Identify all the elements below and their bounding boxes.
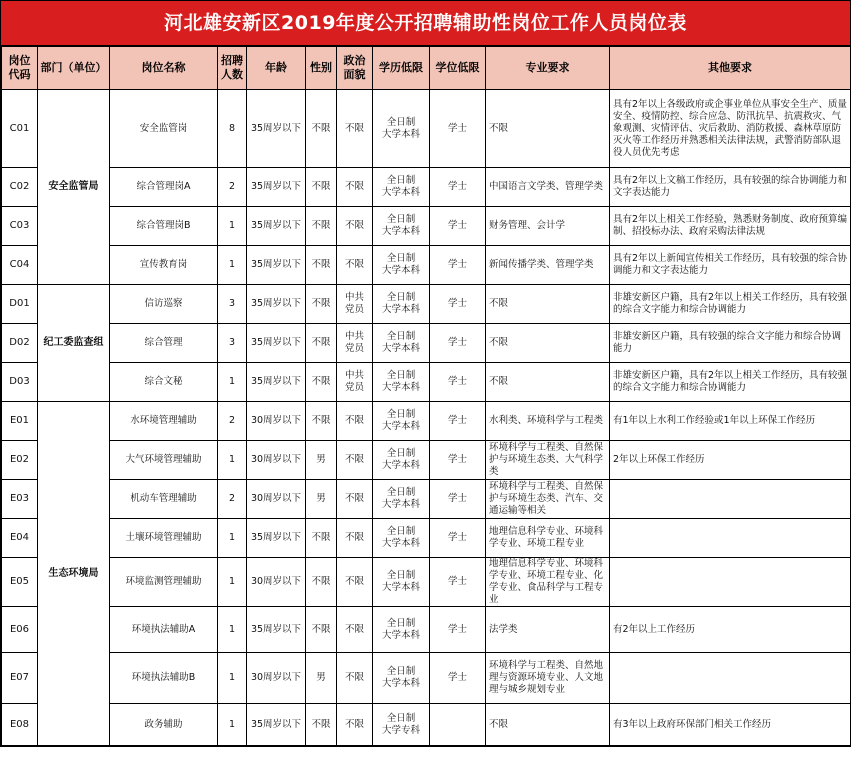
- cell-other: 非雄安新区户籍，具有较强的综合文字能力和综合协调能力: [610, 324, 851, 363]
- cell-count: 2: [218, 168, 247, 207]
- cell-dept: 生态环境局: [38, 402, 110, 746]
- cell-count: 2: [218, 402, 247, 441]
- table-row: [2, 441, 851, 480]
- cell-name: 政务辅助: [110, 704, 218, 746]
- cell-other: 有2年以上工作经历: [610, 607, 851, 653]
- cell-political: 中共 党员: [337, 363, 373, 402]
- cell-gender: 不限: [306, 207, 337, 246]
- cell-gender: 不限: [306, 324, 337, 363]
- cell-name: 综合文秘: [110, 363, 218, 402]
- cell-count: 1: [218, 246, 247, 285]
- cell-code: C01: [2, 90, 38, 168]
- header-major: 专业要求: [486, 47, 610, 90]
- table-row: [2, 90, 851, 168]
- cell-political: 不限: [337, 90, 373, 168]
- header-gender: 性别: [306, 47, 337, 90]
- cell-degree: 学士: [430, 246, 486, 285]
- cell-degree: 学士: [430, 480, 486, 519]
- cell-name: 信访巡察: [110, 285, 218, 324]
- table-row: [2, 653, 851, 704]
- cell-degree: [430, 704, 486, 746]
- cell-political: 不限: [337, 246, 373, 285]
- cell-edu: 全日制 大学本科: [373, 168, 430, 207]
- cell-code: E04: [2, 519, 38, 558]
- table-row: [2, 402, 851, 441]
- cell-gender: 不限: [306, 704, 337, 746]
- cell-code: D02: [2, 324, 38, 363]
- cell-political: 不限: [337, 558, 373, 607]
- cell-name: 环境执法辅助A: [110, 607, 218, 653]
- cell-major: 新闻传播学类、管理学类: [486, 246, 610, 285]
- cell-gender: 男: [306, 480, 337, 519]
- cell-count: 8: [218, 90, 247, 168]
- cell-count: 1: [218, 519, 247, 558]
- cell-other: 具有2年以上相关工作经验，熟悉财务制度、政府预算编制、招投标办法、政府采购法律法规: [610, 207, 851, 246]
- cell-degree: 学士: [430, 607, 486, 653]
- cell-age: 35周岁以下: [247, 246, 306, 285]
- cell-major: 法学类: [486, 607, 610, 653]
- cell-degree: 学士: [430, 653, 486, 704]
- cell-major: 水利类、环境科学与工程类: [486, 402, 610, 441]
- cell-other: 2年以上环保工作经历: [610, 441, 851, 480]
- cell-other: 有1年以上水利工作经验或1年以上环保工作经历: [610, 402, 851, 441]
- cell-age: 30周岁以下: [247, 558, 306, 607]
- cell-count: 3: [218, 285, 247, 324]
- cell-gender: 不限: [306, 402, 337, 441]
- cell-political: 不限: [337, 168, 373, 207]
- header-name: 岗位名称: [110, 47, 218, 90]
- cell-edu: 全日制 大学本科: [373, 363, 430, 402]
- cell-gender: 不限: [306, 168, 337, 207]
- cell-degree: 学士: [430, 90, 486, 168]
- cell-name: 宣传教育岗: [110, 246, 218, 285]
- table-row: [2, 207, 851, 246]
- cell-dept: 纪工委监查组: [38, 285, 110, 402]
- cell-degree: 学士: [430, 324, 486, 363]
- cell-age: 35周岁以下: [247, 607, 306, 653]
- table-row: [2, 363, 851, 402]
- cell-name: 综合管理岗B: [110, 207, 218, 246]
- cell-major: 环境科学与工程类、自然地理与资源环境专业、人文地理与城乡规划专业: [486, 653, 610, 704]
- header-political: 政治面貌: [337, 47, 373, 90]
- cell-count: 2: [218, 480, 247, 519]
- cell-count: 1: [218, 558, 247, 607]
- cell-count: 1: [218, 607, 247, 653]
- cell-code: E08: [2, 704, 38, 746]
- cell-other: 非雄安新区户籍，具有2年以上相关工作经历，具有较强的综合文字能力和综合协调能力: [610, 285, 851, 324]
- table-row: [2, 285, 851, 324]
- cell-gender: 男: [306, 441, 337, 480]
- cell-other: 具有2年以上新闻宣传相关工作经历，具有较强的综合协调能力和文字表达能力: [610, 246, 851, 285]
- header-row: [2, 47, 851, 90]
- cell-count: 1: [218, 704, 247, 746]
- cell-major: 环境科学与工程类、自然保护与环境生态类、汽车、交通运输等相关: [486, 480, 610, 519]
- cell-edu: 全日制 大学本科: [373, 519, 430, 558]
- table-row: [2, 607, 851, 653]
- cell-other: [610, 480, 851, 519]
- cell-political: 中共 党员: [337, 324, 373, 363]
- cell-name: 安全监管岗: [110, 90, 218, 168]
- cell-age: 35周岁以下: [247, 90, 306, 168]
- cell-gender: 不限: [306, 363, 337, 402]
- table-row: [2, 480, 851, 519]
- cell-name: 综合管理: [110, 324, 218, 363]
- cell-edu: 全日制 大学本科: [373, 207, 430, 246]
- cell-edu: 全日制 大学本科: [373, 653, 430, 704]
- cell-major: 不限: [486, 704, 610, 746]
- cell-name: 环境执法辅助B: [110, 653, 218, 704]
- cell-code: D01: [2, 285, 38, 324]
- cell-edu: 全日制 大学本科: [373, 246, 430, 285]
- cell-major: 不限: [486, 90, 610, 168]
- cell-political: 不限: [337, 704, 373, 746]
- cell-major: 中国语言文学类、管理学类: [486, 168, 610, 207]
- cell-name: 环境监测管理辅助: [110, 558, 218, 607]
- table-body: [2, 90, 851, 746]
- header-other: 其他要求: [610, 47, 851, 90]
- header-edu: 学历低限: [373, 47, 430, 90]
- cell-degree: 学士: [430, 363, 486, 402]
- cell-code: C02: [2, 168, 38, 207]
- cell-degree: 学士: [430, 207, 486, 246]
- cell-count: 3: [218, 324, 247, 363]
- cell-name: 综合管理岗A: [110, 168, 218, 207]
- cell-dept: 安全监管局: [38, 90, 110, 285]
- cell-age: 35周岁以下: [247, 519, 306, 558]
- cell-degree: 学士: [430, 441, 486, 480]
- cell-degree: 学士: [430, 519, 486, 558]
- table-row: [2, 704, 851, 746]
- cell-degree: 学士: [430, 285, 486, 324]
- cell-edu: 全日制 大学本科: [373, 90, 430, 168]
- cell-political: 不限: [337, 653, 373, 704]
- cell-count: 1: [218, 441, 247, 480]
- table-row: [2, 246, 851, 285]
- cell-edu: 全日制 大学本科: [373, 558, 430, 607]
- cell-political: 不限: [337, 441, 373, 480]
- cell-count: 1: [218, 363, 247, 402]
- cell-other: [610, 519, 851, 558]
- cell-political: 不限: [337, 207, 373, 246]
- cell-code: E06: [2, 607, 38, 653]
- table-row: [2, 324, 851, 363]
- cell-name: 大气环境管理辅助: [110, 441, 218, 480]
- cell-other: 具有2年以上各级政府或企事业单位从事安全生产、质量安全、疫情防控、综合应急、防汛抗旱、抗震救灾、气象观测、灾情评估、灾后救助、消防救援、森林草原防灭火等工作经历并熟悉相关法律法规，武警消防部队退役人员优先考虑: [610, 90, 851, 168]
- cell-age: 35周岁以下: [247, 324, 306, 363]
- cell-code: E03: [2, 480, 38, 519]
- table-row: [2, 168, 851, 207]
- cell-name: 水环境管理辅助: [110, 402, 218, 441]
- cell-political: 不限: [337, 607, 373, 653]
- cell-degree: 学士: [430, 402, 486, 441]
- cell-gender: 不限: [306, 607, 337, 653]
- cell-gender: 不限: [306, 285, 337, 324]
- header-count: 招聘人数: [218, 47, 247, 90]
- cell-political: 不限: [337, 519, 373, 558]
- header-code: 岗位代码: [2, 47, 38, 90]
- cell-age: 35周岁以下: [247, 285, 306, 324]
- cell-degree: 学士: [430, 168, 486, 207]
- cell-major: 地理信息科学专业、环境科学专业、环境工程专业、化学专业、食品科学与工程专业: [486, 558, 610, 607]
- cell-age: 30周岁以下: [247, 402, 306, 441]
- cell-major: 不限: [486, 324, 610, 363]
- cell-code: E07: [2, 653, 38, 704]
- cell-code: C03: [2, 207, 38, 246]
- cell-age: 35周岁以下: [247, 363, 306, 402]
- cell-major: 财务管理、会计学: [486, 207, 610, 246]
- cell-degree: 学士: [430, 558, 486, 607]
- cell-edu: 全日制 大学专科: [373, 704, 430, 746]
- header-degree: 学位低限: [430, 47, 486, 90]
- cell-other: 非雄安新区户籍，具有2年以上相关工作经历，具有较强的综合文字能力和综合协调能力: [610, 363, 851, 402]
- cell-political: 中共 党员: [337, 285, 373, 324]
- cell-code: E02: [2, 441, 38, 480]
- cell-major: 不限: [486, 285, 610, 324]
- cell-other: 有3年以上政府环保部门相关工作经历: [610, 704, 851, 746]
- cell-major: 地理信息科学专业、环境科学专业、环境工程专业: [486, 519, 610, 558]
- cell-age: 30周岁以下: [247, 653, 306, 704]
- cell-gender: 不限: [306, 558, 337, 607]
- cell-age: 35周岁以下: [247, 168, 306, 207]
- job-table: [1, 46, 851, 746]
- cell-other: [610, 558, 851, 607]
- header-age: 年龄: [247, 47, 306, 90]
- cell-major: 不限: [486, 363, 610, 402]
- cell-edu: 全日制 大学本科: [373, 324, 430, 363]
- cell-political: 不限: [337, 480, 373, 519]
- cell-code: D03: [2, 363, 38, 402]
- cell-age: 35周岁以下: [247, 207, 306, 246]
- cell-edu: 全日制 大学本科: [373, 441, 430, 480]
- cell-code: E01: [2, 402, 38, 441]
- cell-code: E05: [2, 558, 38, 607]
- table-row: [2, 558, 851, 607]
- header-dept: 部门（单位）: [38, 47, 110, 90]
- cell-name: 机动车管理辅助: [110, 480, 218, 519]
- cell-count: 1: [218, 653, 247, 704]
- cell-gender: 不限: [306, 246, 337, 285]
- cell-other: 具有2年以上文稿工作经历，具有较强的综合协调能力和文字表达能力: [610, 168, 851, 207]
- cell-edu: 全日制 大学本科: [373, 480, 430, 519]
- cell-gender: 不限: [306, 90, 337, 168]
- cell-other: [610, 653, 851, 704]
- cell-political: 不限: [337, 402, 373, 441]
- cell-code: C04: [2, 246, 38, 285]
- cell-name: 土壤环境管理辅助: [110, 519, 218, 558]
- cell-gender: 男: [306, 653, 337, 704]
- cell-age: 35周岁以下: [247, 704, 306, 746]
- page-title: 河北雄安新区2019年度公开招聘辅助性岗位工作人员岗位表: [1, 1, 850, 46]
- cell-gender: 不限: [306, 519, 337, 558]
- cell-major: 环境科学与工程类、自然保护与环境生态类、大气科学类: [486, 441, 610, 480]
- cell-age: 30周岁以下: [247, 480, 306, 519]
- cell-edu: 全日制 大学本科: [373, 402, 430, 441]
- table-row: [2, 519, 851, 558]
- cell-count: 1: [218, 207, 247, 246]
- cell-edu: 全日制 大学本科: [373, 285, 430, 324]
- cell-edu: 全日制 大学本科: [373, 607, 430, 653]
- cell-age: 30周岁以下: [247, 441, 306, 480]
